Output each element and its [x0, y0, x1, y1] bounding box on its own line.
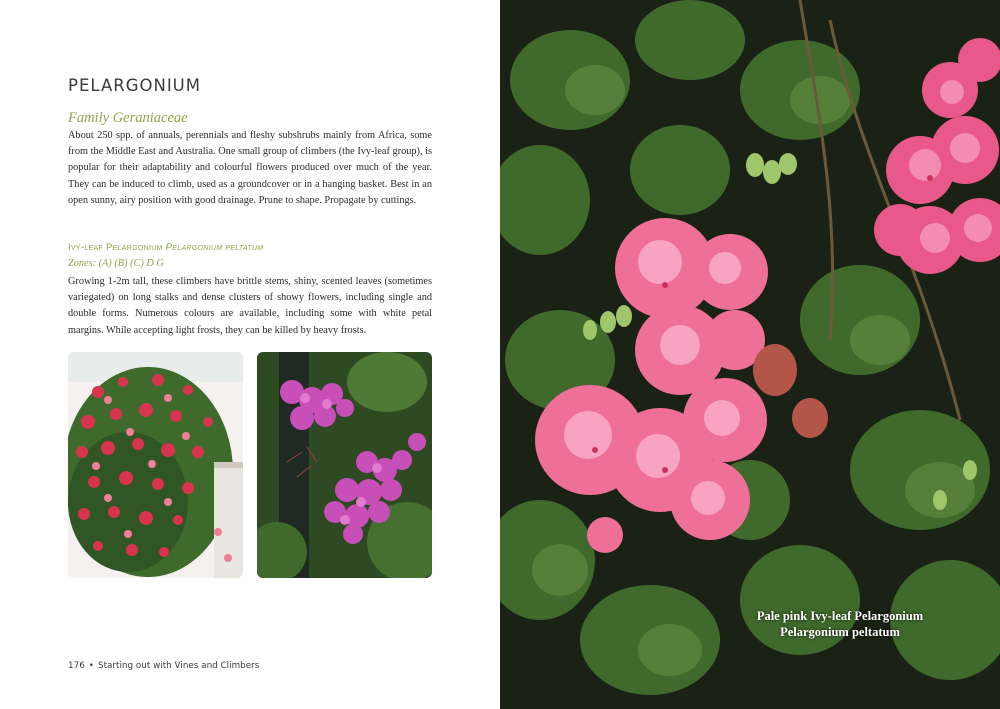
- pink-ivy-leaf-pelargonium-photo: [500, 0, 1000, 709]
- footer-separator: •: [88, 661, 94, 671]
- zones: Zones: (A) (B) (C) D G: [68, 258, 164, 269]
- plant-latin-name: Pelargonium peltatum: [165, 242, 264, 253]
- red-pelargonium-shrub-photo: [68, 352, 243, 578]
- caption-common-name: Pale pink Ivy-leaf Pelargonium: [756, 609, 924, 623]
- page-title: PELARGONIUM: [68, 76, 201, 95]
- plant-description: Growing 1-2m tall, these climbers have brittle stems, shiny, scented leaves (sometimes variegated) on long stalks and dense clusters of showy flowers, including single and double forms. Numerous colours are available, including some with white petal margins. While accepting light frosts, they can be killed by heavy frosts.: [68, 276, 432, 336]
- plant-heading: [68, 242, 263, 253]
- book-title: Starting out with Vines and Climbers: [98, 661, 260, 671]
- plant-common-name: Ivy-leaf Pelargonium: [68, 242, 163, 253]
- photo-caption: [740, 608, 940, 640]
- caption-latin-name: Pelargonium peltatum: [780, 625, 900, 639]
- page-number: 176: [68, 661, 85, 671]
- family-name: Family Geraniaceae: [68, 110, 188, 126]
- page-footer: [68, 661, 259, 671]
- magenta-pelargonium-photo: [257, 352, 432, 578]
- intro-paragraph: About 250 spp. of annuals, perennials and fleshy subshrubs mainly from Africa, some from the Middle East and Australia. One small group of climbers (the Ivy-leaf group), is popular for their adaptability and colourful flowers produced over much of the year. They can be induced to climb, used as a groundcover or in a hanging basket. Best in an open sunny, airy position with good drainage. Prune to shape. Propagate by cuttings.: [68, 130, 432, 206]
